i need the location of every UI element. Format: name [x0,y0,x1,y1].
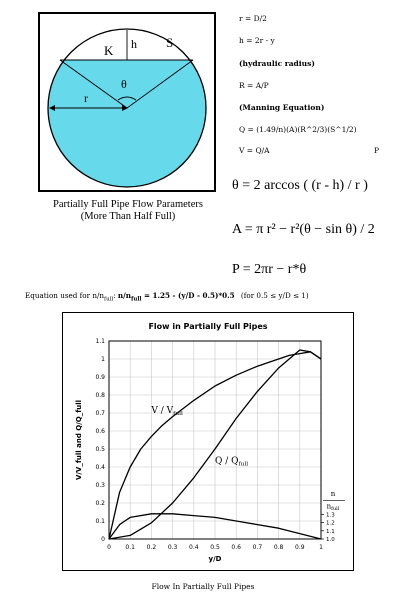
x-tick-label: 0.1 [125,544,135,551]
y-tick-label: 0.4 [95,464,105,471]
eq-V-def: V = Q/A [239,146,270,155]
y-tick-label: 0.8 [95,392,105,399]
y-tick-label: 0.6 [95,428,105,435]
label-k: K [104,43,114,58]
eq-perimeter: P = 2πr − r*θ [232,262,307,277]
right-tick-label: 1.3 [326,512,335,519]
eq-P-mark: P [374,146,380,155]
diagram-caption: Partially Full Pipe Flow Parameters (More Than Half Full) [53,199,203,222]
label-h: h [131,37,137,51]
right-tick-label: 1.0 [326,537,335,543]
right-tick-label: 1.1 [326,528,335,535]
equation-used-line: Equation used for $n/n_{full}$: $n/n_{full} = 1.25 - (y/D - 0.5)*0.5$ (for 0.5 ≤ y/D ≤ 1) [25,291,309,303]
chart-caption: Flow In Partially Full Pipes [151,582,255,591]
y-tick-label: 0.1 [95,518,105,525]
eq-h-def: h = 2r - y [239,36,275,45]
chart-title: Flow in Partially Full Pipes [148,322,268,331]
series-label-q: Q / $Q_{full}$ [215,456,249,468]
y-tick-label: 0.7 [95,410,105,417]
y-tick-label: 1 [101,356,105,363]
x-tick-label: 0.2 [146,544,157,551]
x-tick-label: 0.4 [189,544,199,551]
x-tick-label: 0.3 [167,544,178,551]
pipe-diagram-frame [38,12,216,192]
water-area [40,60,214,190]
series-label-v: V / $V_{full}$ [151,406,183,417]
y-tick-label: 0 [101,536,105,543]
x-tick-label: 0.7 [252,544,263,551]
eq-manning-label: (Manning Equation) [239,103,325,112]
x-tick-label: 1 [319,544,323,551]
x-tick-label: 0 [107,544,111,551]
eq-hydraulic-radius: (hydraulic radius) [239,59,315,68]
eq-Q-def: Q = (1.49/n)(A)(R^2/3)(S^1/2) [239,125,357,134]
eq-R-def: R = A/P [239,81,269,90]
label-theta: θ [121,77,127,91]
x-tick-label: 0.8 [273,544,284,551]
right-tick-label: 1.2 [326,520,335,527]
chart-frame [62,312,354,571]
x-tick-label: 0.6 [231,544,241,551]
eq-r-def: r = D/2 [239,14,267,23]
eq-theta: θ = 2 arccos ( (r - h) / r ) [232,178,368,193]
y-tick-label: 0.3 [95,482,105,489]
right-axis-label-den: $n_{full}$ [326,502,340,512]
flow-chart [63,313,353,570]
y-tick-label: 0.9 [95,374,105,381]
x-tick-label: 0.5 [210,544,220,551]
x-axis-label: y/D [208,555,222,563]
right-axis-label-num: n [330,489,336,498]
pipe-cross-section [40,14,214,190]
eq-area: A = π r² − r²(θ − sin θ) / 2 [232,222,375,237]
y-tick-label: 0.2 [95,500,105,507]
y-tick-label: 1.1 [95,338,105,345]
y-axis-label: V/V_full and Q/Q_full [75,399,83,481]
label-r: r [84,91,88,105]
x-tick-label: 0.9 [295,544,305,551]
y-tick-label: 0.5 [95,446,105,453]
label-s: S [166,35,174,50]
